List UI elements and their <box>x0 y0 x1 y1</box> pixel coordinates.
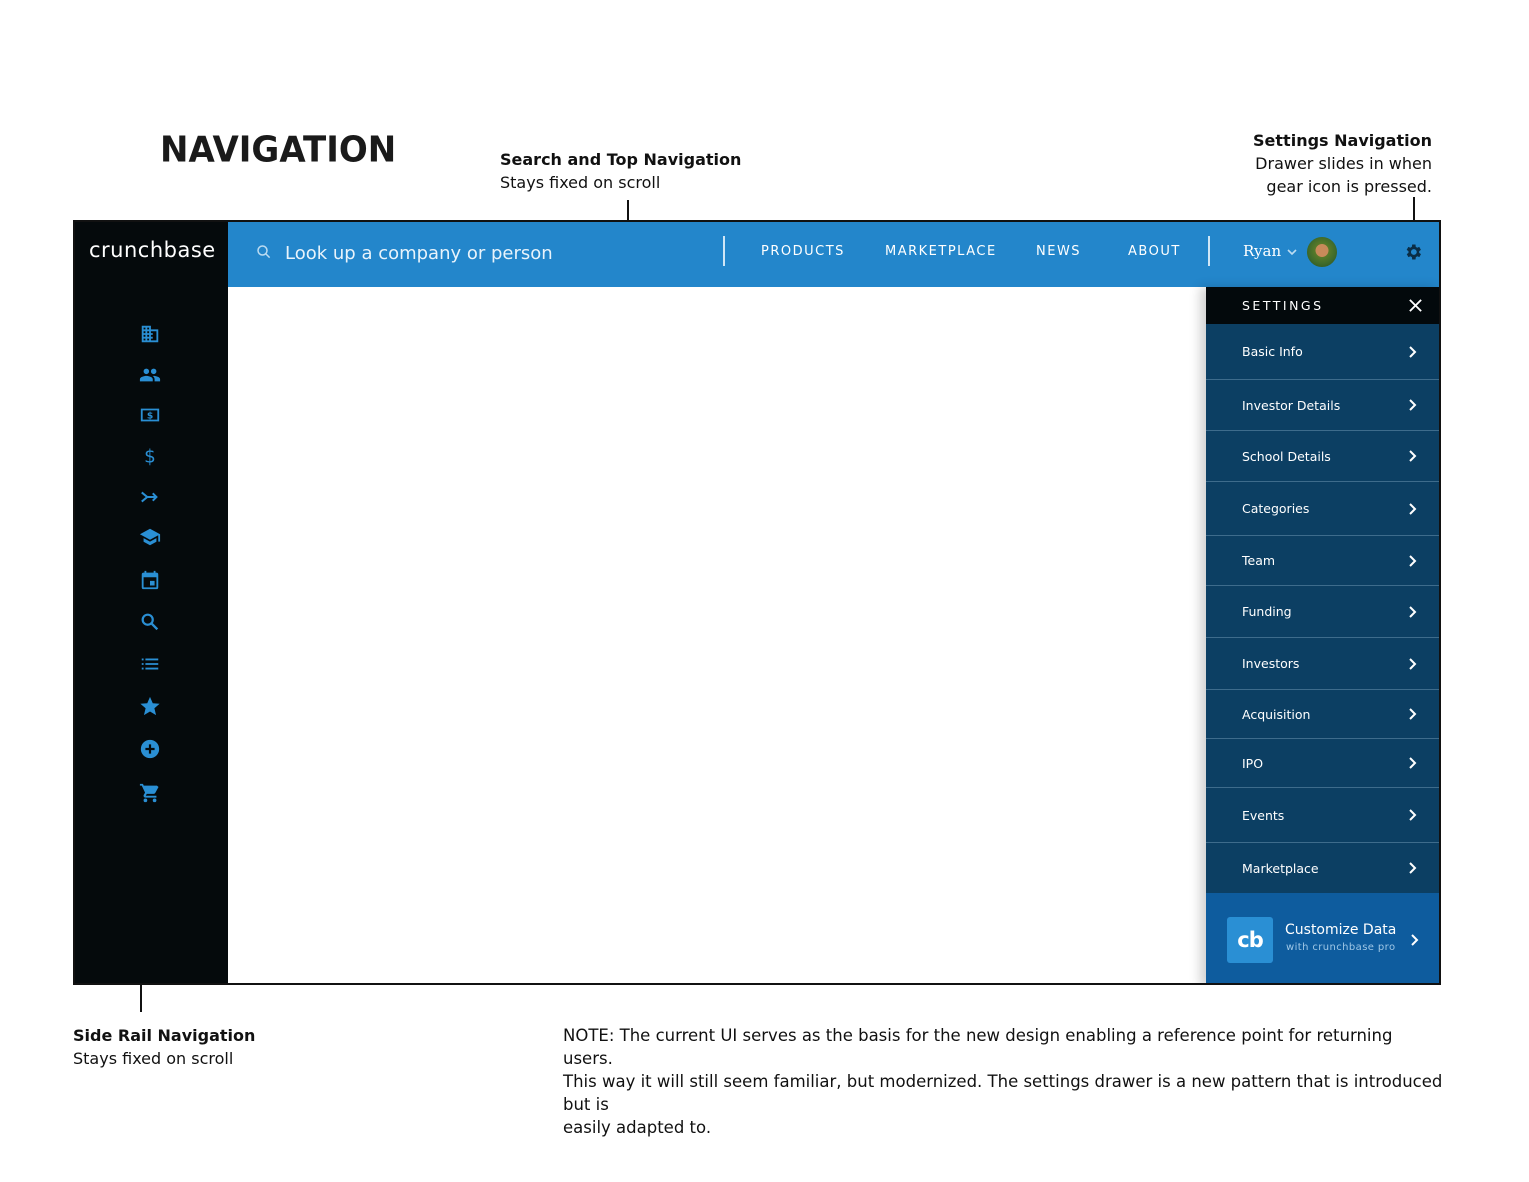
chevron-right-icon <box>1407 398 1419 412</box>
settings-nav-annotation-title: Settings Navigation <box>1253 131 1432 150</box>
nav-divider-left <box>723 236 725 266</box>
design-note-line-3: easily adapted to. <box>563 1118 712 1137</box>
settings-item-label: IPO <box>1242 755 1264 771</box>
search-nav-annotation-desc: Stays fixed on scroll <box>500 173 661 192</box>
nav-divider-right <box>1208 236 1210 266</box>
settings-item-label: Funding <box>1242 604 1292 619</box>
nav-products[interactable]: PRODUCTS <box>761 244 845 259</box>
crunchbase-pro-logo: cb <box>1227 917 1273 963</box>
settings-nav-annotation-desc-1: Drawer slides in when <box>1255 154 1432 173</box>
search-input[interactable] <box>285 238 705 268</box>
page-title: NAVIGATION <box>160 129 397 171</box>
side-rail-annotation-title: Side Rail Navigation <box>73 1026 256 1045</box>
school-icon[interactable] <box>139 526 161 548</box>
settings-nav-annotation-desc-2: gear icon is pressed. <box>1266 177 1432 196</box>
add-circle-icon[interactable] <box>139 738 161 760</box>
list-icon[interactable] <box>139 653 161 675</box>
settings-item-events[interactable] <box>1206 788 1441 843</box>
chevron-right-icon <box>1407 502 1419 516</box>
design-note-line-1: NOTE: The current UI serves as the basis for the new design enabling a reference point for returning users. <box>563 1026 1393 1068</box>
settings-item-label: Marketplace <box>1242 860 1319 876</box>
settings-item-label: Events <box>1242 807 1285 823</box>
chevron-right-icon <box>1409 933 1421 947</box>
nav-news[interactable]: NEWS <box>1036 244 1082 259</box>
chevron-right-icon <box>1407 554 1419 568</box>
settings-item-label: Categories <box>1242 501 1310 516</box>
chevron-right-icon <box>1407 861 1419 875</box>
settings-item-label: Team <box>1242 553 1276 568</box>
search-icon[interactable] <box>139 611 161 633</box>
design-note-line-2: This way it will still seem familiar, but modernized. The settings drawer is a new pattern that is introduced but is <box>563 1072 1443 1114</box>
user-menu-name[interactable]: Ryan <box>1243 242 1282 260</box>
money-icon[interactable] <box>139 404 161 426</box>
building-icon[interactable] <box>139 323 161 345</box>
promo-subtitle: with crunchbase pro <box>1286 942 1396 953</box>
settings-item-label: School Details <box>1242 448 1331 464</box>
chevron-right-icon <box>1407 605 1419 619</box>
settings-drawer-title: SETTINGS <box>1242 298 1324 313</box>
settings-item-label: Acquisition <box>1242 706 1311 722</box>
settings-item-ipo[interactable] <box>1206 739 1441 788</box>
side-rail <box>75 222 228 983</box>
side-rail-annotation-desc: Stays fixed on scroll <box>73 1049 234 1068</box>
settings-item-label: Investors <box>1242 656 1300 671</box>
avatar[interactable] <box>1305 235 1339 269</box>
design-note <box>563 1024 1443 1139</box>
svg-text:$: $ <box>144 446 156 467</box>
settings-item-investor-details[interactable] <box>1206 380 1441 431</box>
nav-about[interactable]: ABOUT <box>1128 244 1181 259</box>
search-nav-annotation-title: Search and Top Navigation <box>500 150 742 169</box>
settings-item-acquisition[interactable] <box>1206 690 1441 739</box>
chevron-down-icon[interactable] <box>1286 246 1298 258</box>
dollar-icon[interactable] <box>139 445 161 467</box>
gear-icon[interactable] <box>1403 242 1423 262</box>
settings-item-funding[interactable] <box>1206 586 1441 638</box>
chevron-right-icon <box>1407 345 1419 359</box>
settings-nav-annotation <box>1253 129 1432 198</box>
search-nav-annotation <box>500 148 741 194</box>
settings-item-team[interactable] <box>1206 536 1441 586</box>
settings-item-label: Investor Details <box>1242 397 1341 413</box>
people-icon[interactable] <box>139 364 161 386</box>
settings-item-investors[interactable] <box>1206 638 1441 690</box>
calendar-icon[interactable] <box>139 569 161 591</box>
top-navigation-bar <box>228 222 1439 287</box>
search-bar-icon <box>255 243 273 261</box>
side-rail-annotation <box>73 1024 255 1070</box>
star-icon[interactable] <box>139 695 161 717</box>
settings-item-basic-info[interactable] <box>1206 324 1441 380</box>
svg-text:$: $ <box>146 410 154 422</box>
settings-item-categories[interactable] <box>1206 482 1441 536</box>
settings-item-marketplace[interactable] <box>1206 843 1441 893</box>
merge-icon[interactable] <box>139 486 161 508</box>
chevron-right-icon <box>1407 657 1419 671</box>
nav-marketplace[interactable]: MARKETPLACE <box>885 244 997 259</box>
chevron-right-icon <box>1407 449 1419 463</box>
app-window <box>73 220 1441 985</box>
customize-data-promo[interactable] <box>1206 893 1441 985</box>
settings-drawer-header <box>1206 287 1441 324</box>
settings-item-school-details[interactable] <box>1206 431 1441 482</box>
settings-item-label: Basic Info <box>1242 344 1303 359</box>
close-icon[interactable] <box>1408 298 1423 313</box>
cart-icon[interactable] <box>139 782 161 804</box>
chevron-right-icon <box>1407 707 1419 721</box>
crunchbase-logo[interactable]: crunchbase <box>89 238 216 262</box>
promo-title: Customize Data <box>1285 922 1397 938</box>
chevron-right-icon <box>1407 756 1419 770</box>
chevron-right-icon <box>1407 808 1419 822</box>
settings-drawer <box>1206 287 1441 985</box>
